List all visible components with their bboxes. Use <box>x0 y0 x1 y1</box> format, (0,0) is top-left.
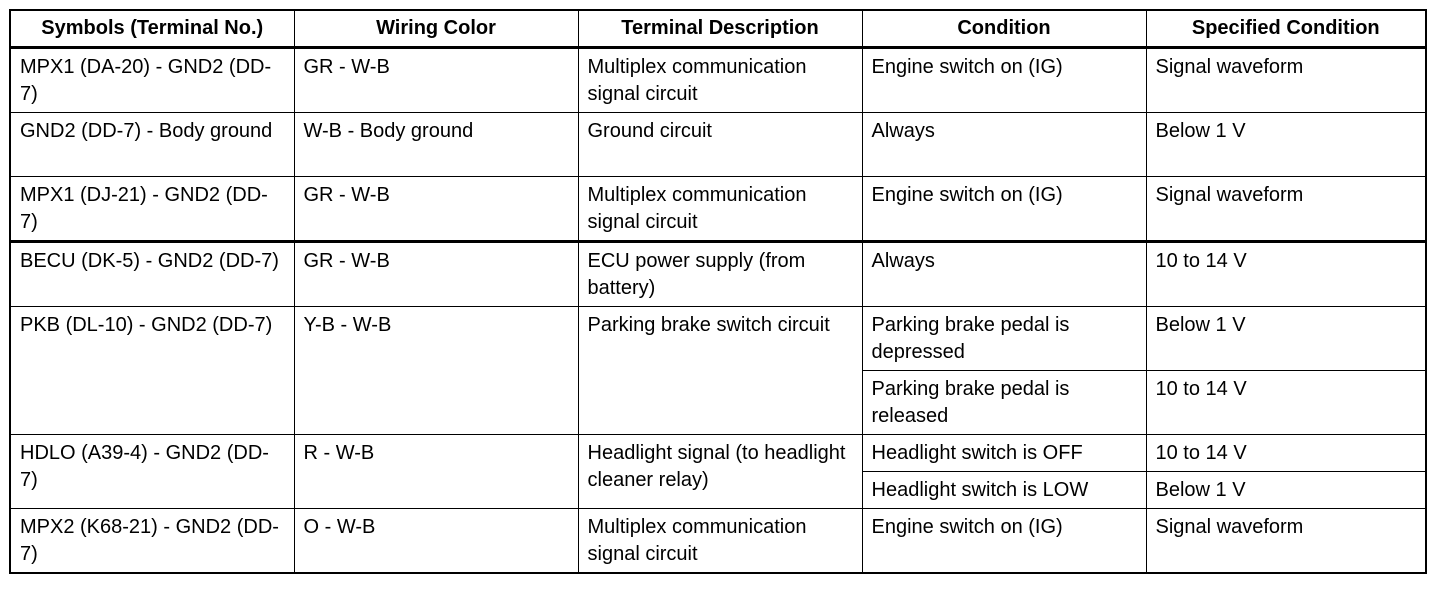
description-cell: Headlight signal (to headlight cleaner relay) <box>578 435 862 509</box>
wiring-cell: R - W-B <box>294 435 578 509</box>
condition-cell: Engine switch on (IG) <box>862 48 1146 113</box>
table-row <box>10 177 1426 242</box>
condition-cell: Engine switch on (IG) <box>862 509 1146 574</box>
specified-cell: Signal waveform <box>1146 509 1426 574</box>
description-cell: Multiplex communication signal circuit <box>578 177 862 242</box>
condition-cell: Headlight switch is LOW <box>862 472 1146 509</box>
symbol-cell: MPX1 (DJ-21) - GND2 (DD-7) <box>10 177 294 242</box>
wiring-cell: Y-B - W-B <box>294 307 578 435</box>
specified-cell: Below 1 V <box>1146 113 1426 177</box>
description-cell: Ground circuit <box>578 113 862 177</box>
header-specified-condition: Specified Condition <box>1146 10 1426 48</box>
symbol-cell: MPX1 (DA-20) - GND2 (DD-7) <box>10 48 294 113</box>
condition-cell: Parking brake pedal is depressed <box>862 307 1146 371</box>
symbol-cell: HDLO (A39-4) - GND2 (DD-7) <box>10 435 294 509</box>
table-row <box>10 48 1426 113</box>
specified-cell: Signal waveform <box>1146 48 1426 113</box>
symbol-cell: BECU (DK-5) - GND2 (DD-7) <box>10 242 294 307</box>
wiring-cell: O - W-B <box>294 509 578 574</box>
symbol-cell: MPX2 (K68-21) - GND2 (DD-7) <box>10 509 294 574</box>
header-symbols: Symbols (Terminal No.) <box>10 10 294 48</box>
header-condition: Condition <box>862 10 1146 48</box>
specified-cell: 10 to 14 V <box>1146 371 1426 435</box>
table-row <box>10 113 1426 177</box>
symbol-cell: GND2 (DD-7) - Body ground <box>10 113 294 177</box>
table-row <box>10 435 1426 472</box>
header-row <box>10 10 1426 48</box>
condition-cell: Always <box>862 242 1146 307</box>
wiring-cell: GR - W-B <box>294 48 578 113</box>
condition-cell: Always <box>862 113 1146 177</box>
wiring-cell: GR - W-B <box>294 242 578 307</box>
table-row <box>10 307 1426 371</box>
specified-cell: Below 1 V <box>1146 307 1426 371</box>
description-cell: Multiplex communication signal circuit <box>578 509 862 574</box>
header-terminal-description: Terminal Description <box>578 10 862 48</box>
terminal-spec-table <box>9 9 1427 574</box>
specified-cell: 10 to 14 V <box>1146 242 1426 307</box>
symbol-cell: PKB (DL-10) - GND2 (DD-7) <box>10 307 294 435</box>
description-cell: Parking brake switch circuit <box>578 307 862 435</box>
specified-cell: 10 to 14 V <box>1146 435 1426 472</box>
condition-cell: Parking brake pedal is released <box>862 371 1146 435</box>
header-wiring-color: Wiring Color <box>294 10 578 48</box>
condition-cell: Engine switch on (IG) <box>862 177 1146 242</box>
wiring-cell: W-B - Body ground <box>294 113 578 177</box>
wiring-cell: GR - W-B <box>294 177 578 242</box>
description-cell: Multiplex communication signal circuit <box>578 48 862 113</box>
table-row <box>10 509 1426 574</box>
table-row <box>10 242 1426 307</box>
description-cell: ECU power supply (from battery) <box>578 242 862 307</box>
condition-cell: Headlight switch is OFF <box>862 435 1146 472</box>
specified-cell: Below 1 V <box>1146 472 1426 509</box>
specified-cell: Signal waveform <box>1146 177 1426 242</box>
